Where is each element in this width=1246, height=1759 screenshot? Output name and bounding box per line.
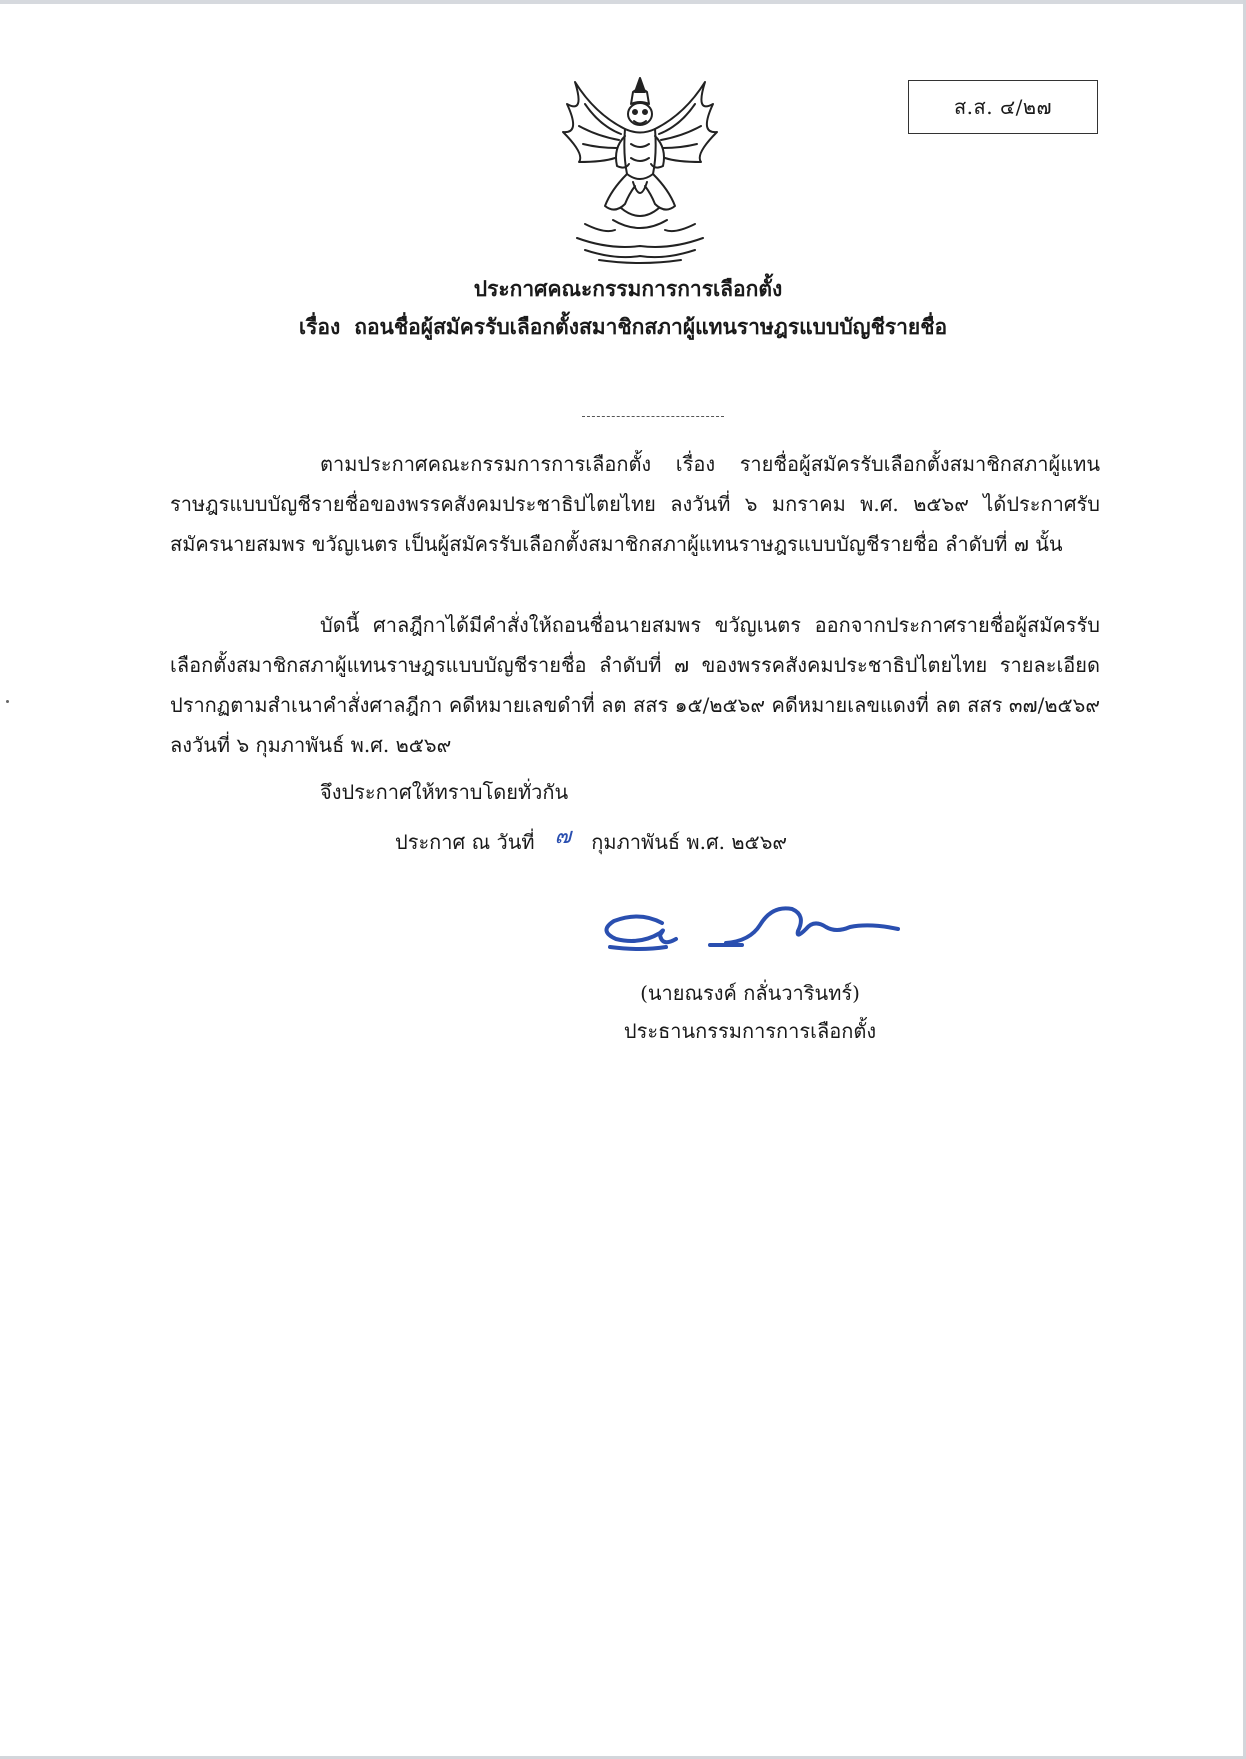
subject-label: เรื่อง	[298, 314, 341, 339]
handwritten-day: ๗	[554, 824, 572, 849]
signer-name: (นายณรงค์ กลั่นวารินทร์)	[640, 981, 860, 1005]
subject-text: ถอนชื่อผู้สมัครรับเลือกตั้งสมาชิกสภาผู้แทนราษฎรแบบบัญชีรายชื่อ	[354, 314, 948, 339]
body-paragraph-2: บัดนี้ ศาลฎีกาได้มีคำสั่งให้ถอนชื่อนายสมพร ขวัญเนตร ออกจากประกาศรายชื่อผู้สมัครรับเลือกตั้งสมาชิกสภาผู้แทนราษฎรแบบบัญชีรายชื่อ ลำดับที่ ๗ ของพรรคสังคมประชาธิปไตยไทย รายละเอียดปรากฏตามสำเนาคำสั่งศาลฎีกา คดีหมายเลขดำที่ ลต สสร ๑๕/๒๕๖๙ คดีหมายเลขแดงที่ ลต สสร ๓๗/๒๕๖๙ ลงวันที่ ๖ กุมภาพันธ์ พ.ศ. ๒๕๖๙	[170, 613, 1100, 757]
signature-icon	[600, 895, 910, 965]
page-edge-top	[0, 0, 1246, 4]
title-block	[0, 270, 1246, 346]
date-suffix: กุมภาพันธ์ พ.ศ. ๒๕๖๙	[591, 830, 788, 854]
closing-statement: จึงประกาศให้ทราบโดยทั่วกัน	[320, 780, 569, 804]
body-paragraph-2-container	[170, 605, 1100, 765]
signer-position: ประธานกรรมการการเลือกตั้ง	[623, 1019, 877, 1043]
announcement-date	[395, 822, 787, 863]
subject-line	[0, 308, 1246, 346]
date-prefix: ประกาศ ณ วันที่	[395, 830, 535, 854]
title-divider	[582, 416, 724, 417]
announcement-title: ประกาศคณะกรรมการการเลือกตั้ง	[473, 276, 783, 301]
scan-speck	[6, 700, 9, 703]
signer-block	[560, 974, 940, 1050]
document-code-box	[908, 80, 1098, 134]
body-paragraph-1-container	[170, 444, 1100, 564]
body-paragraph-1: ตามประกาศคณะกรรมการการเลือกตั้ง เรื่อง รายชื่อผู้สมัครรับเลือกตั้งสมาชิกสภาผู้แทนราษฎรแบบบัญชีรายชื่อของพรรคสังคมประชาธิปไตยไทย ลงวันที่ ๖ มกราคม พ.ศ. ๒๕๖๙ ได้ประกาศรับสมัครนายสมพร ขวัญเนตร เป็นผู้สมัครรับเลือกตั้งสมาชิกสภาผู้แทนราษฎรแบบบัญชีรายชื่อ ลำดับที่ ๗ นั้น	[170, 452, 1100, 556]
garuda-emblem-icon	[555, 74, 725, 264]
document-code: ส.ส. ๔/๒๗	[953, 95, 1053, 119]
